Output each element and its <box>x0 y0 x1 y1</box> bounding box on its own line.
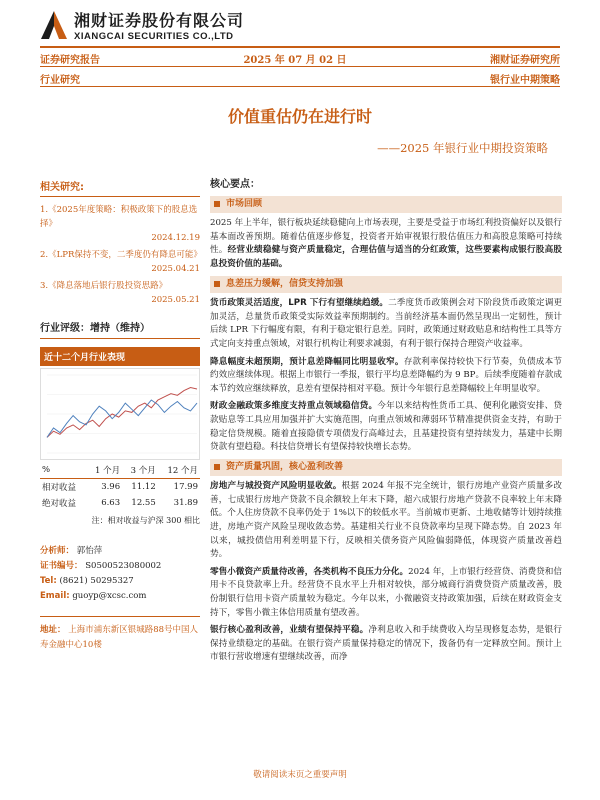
section-heading: 资产质量巩固，核心盈利改善 <box>210 459 562 477</box>
table-row: 相对收益 3.96 11.12 17.99 <box>42 482 198 493</box>
paragraph: 2025 年上半年，银行板块延续稳健向上市场表现，主要是受益于市场红利投资偏好以及银行基本面改善预期。随着估值逐步修复，投资者开始审视银行股估值压力和高股息策略可持续性。经营业绩稳健与资产质量稳定，合理估值与适当的分红政策，这些要素构成银行股高股息投资价值的基础。 <box>210 218 562 269</box>
related-item[interactable]: 2.《LPR保持不变，二季度仍有降息可能》 2025.04.21 <box>40 250 202 274</box>
logo-mark-icon <box>40 10 68 40</box>
sidebar <box>40 178 200 526</box>
company-logo <box>40 8 244 42</box>
square-bullet-icon <box>214 464 220 470</box>
tel: (8621) 50295327 <box>59 576 134 586</box>
paragraph: 货币政策灵活适度，LPR 下行有望继续趋缓。二季度货币政策例会对下阶段货币政策定调更加灵活，总量货币政策受实际效益率预期制约。当前经济基本面仍然呈现出一定韧性，预计后续 LPR 下行幅度有限，有利于稳定银行息差。同时，政策通过财政贴息和结构性工具等方式定向支持重点领域，对银行机构让利要求减弱，有利于银行保持合理资产收益率。 <box>210 298 562 349</box>
related-heading: 相关研究: <box>40 178 200 197</box>
paragraph: 财政金融政策多维度支持重点领域稳信贷。今年以来结构性货币工具、便利化融资安排、贷款贴息等工具应用加强并扩大实施范围，向重点领域和薄弱环节精准提供资金支持，有助于稳定信贷规模。随着直接隐债专项债发行高峰过去，且基建投资有望持续发力，基建中长期贷款有望趋稳。科技信贷增长有望保持较快增长态势。 <box>210 401 562 453</box>
logo-en-text: XIANGCAI SECURITIES CO.,LTD <box>74 31 234 42</box>
address: 上海市浦东新区银城路88号中国人寿金融中心10楼 <box>40 625 199 650</box>
contact-block: 分析师： 郭怡萍 证书编号： S0500523080002 Tel: (8621) 50295327 Email: guoyp@xcsc.com 地址： 上海市浦东新区银城路88号中国人寿金融中心10楼 <box>40 544 200 653</box>
square-bullet-icon <box>214 201 220 207</box>
paragraph: 降息幅度未超预期，预计息差降幅同比明显收窄。存款利率保持较快下行节奏，负债成本节约效应继续体现。根据上市银行一季报，银行平均息差降幅约为 9 BP。后续季度随着存款成本节约效应继续释放，息差有望保持相对平稳。预计今年银行息差降幅较上年明显收窄。 <box>210 356 562 394</box>
related-item[interactable]: 3.《降息落地后银行股投资思路》 2025.05.21 <box>40 281 200 305</box>
main-content <box>210 178 562 669</box>
table-row: 绝对收益 6.63 12.55 31.89 <box>42 498 198 509</box>
institute: 湘财证券研究所 <box>489 55 560 66</box>
category: 行业研究 <box>40 75 80 86</box>
report-date: 2025 年 07 月 02 日 <box>243 55 347 66</box>
table-note: 注：相对收益与沪深 300 相比 <box>91 516 200 525</box>
footer-disclaimer: 敬请阅读末页之重要声明 <box>253 770 347 780</box>
logo-cn-text: 湘财证券股份有限公司 <box>74 11 245 30</box>
report-type: 证券研究报告 <box>40 55 100 66</box>
paragraph: 零售小微资产质量待改善，各类机构不良压力分化。2024 年，上市银行经营贷、消费贷和信用卡不良贷款率上升。经营贷不良水平上升相对较快，部分城商行消费贷资产质量改善，股份制银行信用卡资产质量较为稳定。今年以来，小微融资支持政策加强，后续在财政资金支持下，零售小微主体信用质量有望改善。 <box>210 566 562 618</box>
header-row-2 <box>40 71 560 86</box>
report-title: 价值重估仍在进行时 <box>227 107 372 126</box>
report-subtitle: ——2025 年银行业中期投资策略 <box>377 141 548 155</box>
performance-chart <box>40 368 200 460</box>
industry-rating: 行业评级：增持（维持） <box>40 319 200 339</box>
chart-series-line-2 <box>47 400 197 437</box>
chart-series-line-1 <box>47 388 197 438</box>
email-link[interactable]: guoyp@xcsc.com <box>72 591 147 601</box>
analyst-name: 郭怡萍 <box>76 546 103 556</box>
header-rule-mid <box>40 66 560 67</box>
header-row-1 <box>40 51 560 66</box>
section-heading: 市场回顾 <box>210 196 562 214</box>
series: 银行业中期策略 <box>490 75 560 86</box>
square-bullet-icon <box>214 281 220 287</box>
paragraph: 房地产与城投资产风险明显收敛。根据 2024 年报不完全统计，银行房地产业资产质量多改善，七成银行房地产贷款不良余额较上年末下降，超六成银行房地产贷款不良率较上年末降低。个人住房贷款不良率仍处于 1%以下的较低水平。当前城市更新、土地收储等计划持续推进，房地产资产风险呈现收敛态势。基建相关行业不良贷款率均呈现下降态势。自 2023 年以来，城投债信用利差明显下行，反映相关债务资产风险偏弱降低，体现资产质量改善趋势。 <box>210 481 562 560</box>
performance-table: % 1 个月 3 个月 12 个月 相对收益 3.96 11.12 17.99 绝对收益 6.63 12.55 31.89 <box>40 462 200 511</box>
header-rule-top <box>40 46 560 48</box>
key-points-heading: 核心要点： <box>210 179 260 190</box>
section-heading: 息差压力缓解，信贷支持加强 <box>210 276 562 294</box>
cert-number: S0500523080002 <box>85 561 162 571</box>
paragraph: 银行核心盈利改善，业绩有望保持平稳。净利息收入和手续费收入均呈现修复态势，是银行保持业绩稳定的基础。在银行资产质量保持稳定的情况下，拨备仍有一定释放空间。预计上市银行营收增速有望继续改善，而净 <box>210 625 562 663</box>
header-rule-bottom <box>40 86 560 87</box>
chart-title: 近十二个月行业表现 <box>40 347 200 366</box>
related-item[interactable]: 1.《2025年度策略：积极政策下的股息选择》 2024.12.19 <box>40 205 200 243</box>
